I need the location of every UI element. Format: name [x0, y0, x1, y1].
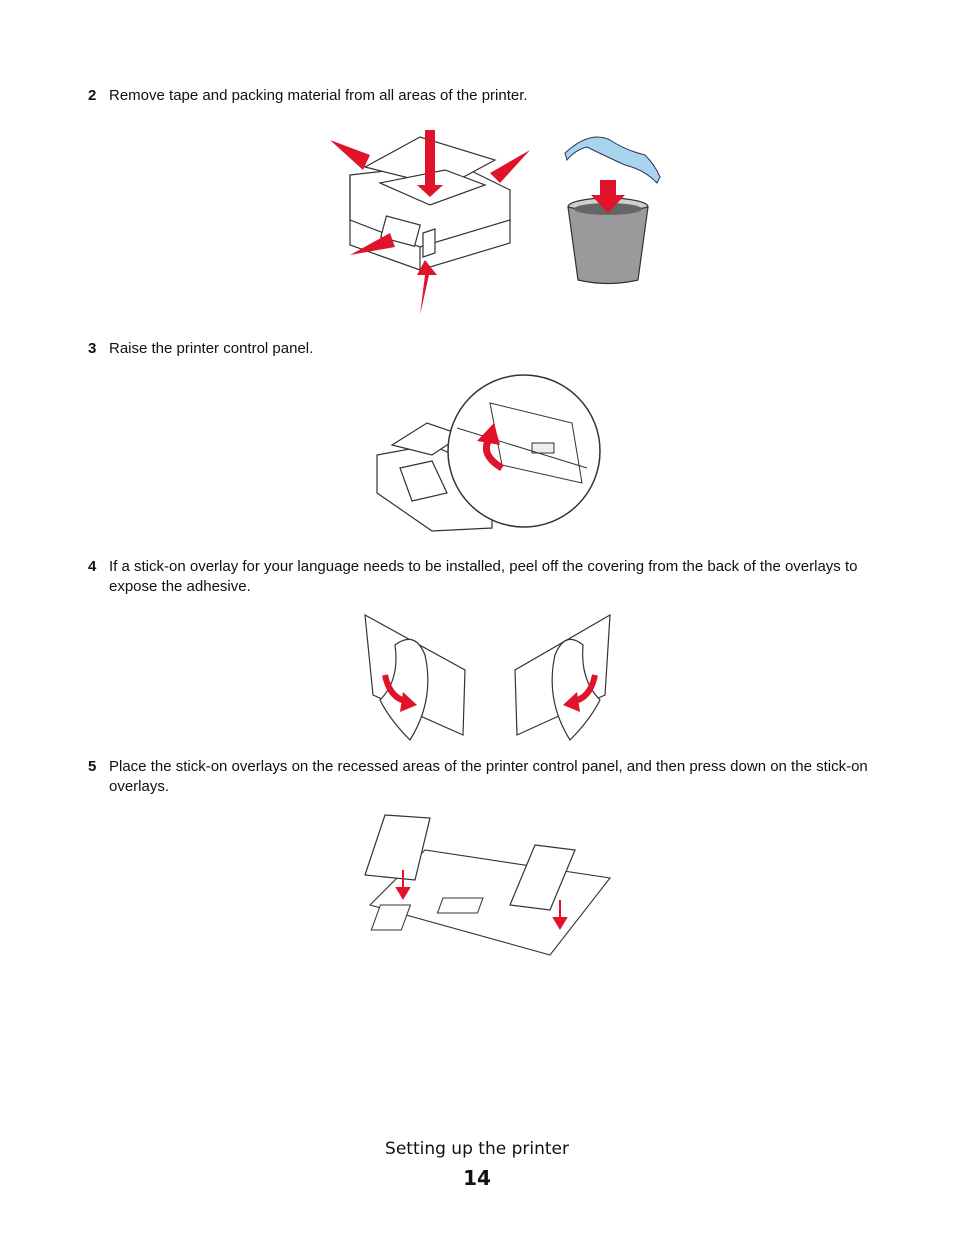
step-4 — [88, 557, 878, 597]
step-text: Remove tape and packing material from all areas of the printer. — [109, 87, 528, 104]
step-text: Place the stick-on overlays on the recessed areas of the printer control panel, and then press down on the stick-on overlays. — [109, 758, 868, 795]
arrow-icon — [490, 150, 530, 183]
section-title: Setting up the printer — [385, 1139, 569, 1159]
step-3 — [88, 339, 878, 359]
step-5 — [88, 757, 878, 797]
step-number: 4 — [88, 558, 97, 575]
step-text: Raise the printer control panel. — [109, 340, 314, 357]
place-overlay-illustration — [355, 810, 635, 960]
step-text: If a stick-on overlay for your language needs to be installed, peel off the covering from the back of the overlays to expose the adhesive. — [109, 558, 858, 595]
peel-overlay-illustration — [355, 610, 625, 745]
remove-packing-illustration — [325, 125, 665, 320]
page-number: 14 — [463, 1166, 491, 1190]
arrow-icon — [330, 140, 370, 170]
step-number: 2 — [88, 87, 97, 104]
tape-icon — [565, 137, 660, 183]
step-2 — [88, 86, 878, 106]
step-number: 3 — [88, 340, 97, 357]
step-number: 5 — [88, 758, 97, 775]
raise-control-panel-illustration — [372, 373, 604, 533]
